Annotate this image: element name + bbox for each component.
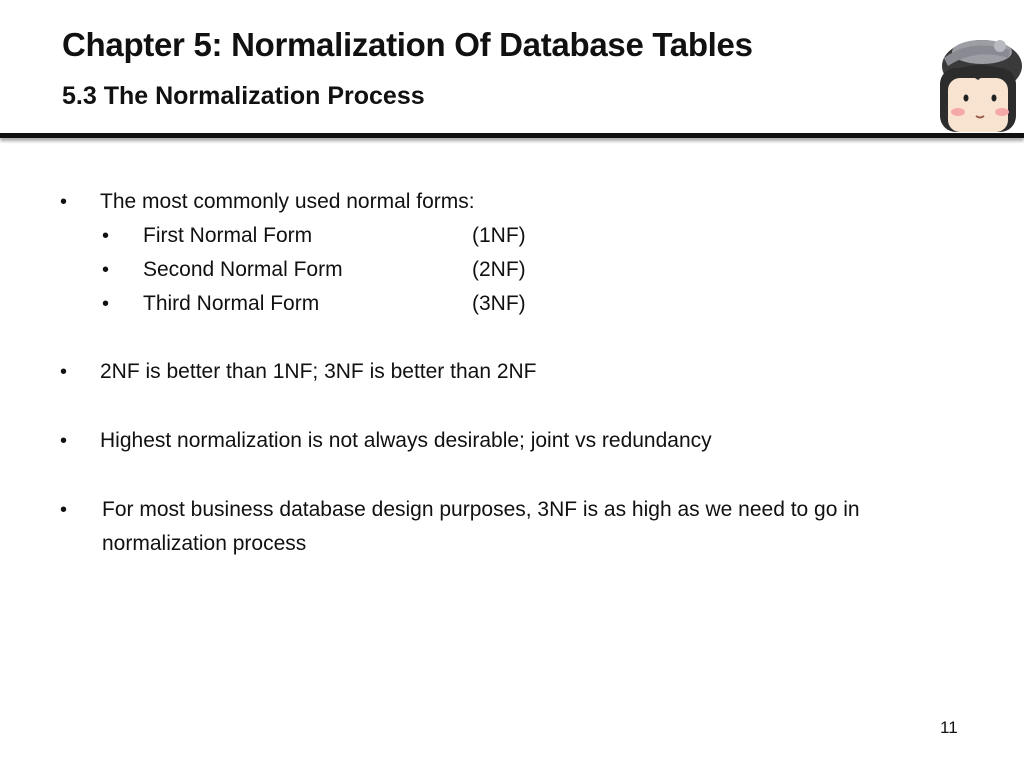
bullet-business: [60, 493, 980, 573]
bullet-dot: •: [60, 361, 68, 383]
sub-bullet-dot: •: [102, 259, 110, 281]
normal-form-name: Third Normal Form: [143, 292, 320, 315]
slide-title: Chapter 5: Normalization Of Database Tables: [62, 26, 753, 63]
normal-form-abbr: (1NF): [472, 224, 526, 247]
header-divider: [0, 133, 1024, 138]
bullet-dot: •: [60, 191, 68, 213]
bullet-intro-text: The most commonly used normal forms:: [100, 190, 475, 213]
normal-form-abbr: (2NF): [472, 258, 526, 281]
sub-bullet-dot: •: [102, 293, 110, 315]
bullet-highest-text: Highest normalization is not always desirable; joint vs redundancy: [100, 429, 712, 452]
normal-form-name: Second Normal Form: [143, 258, 343, 281]
bullet-dot: •: [60, 430, 68, 452]
normal-form-abbr: (3NF): [472, 292, 526, 315]
slide-subtitle: 5.3 The Normalization Process: [62, 82, 425, 110]
normal-form-name: First Normal Form: [143, 224, 313, 247]
bullet-dot: •: [60, 499, 68, 521]
bullet-compare-text: 2NF is better than 1NF; 3NF is better than 2NF: [100, 360, 537, 383]
sub-bullet-dot: •: [102, 225, 110, 247]
bullet-business-text: For most business database design purposes, 3NF is as high as we need to go in normalization process: [102, 498, 860, 555]
page-number: 11: [940, 718, 958, 737]
cartoon-face-mascot: [930, 36, 1024, 132]
